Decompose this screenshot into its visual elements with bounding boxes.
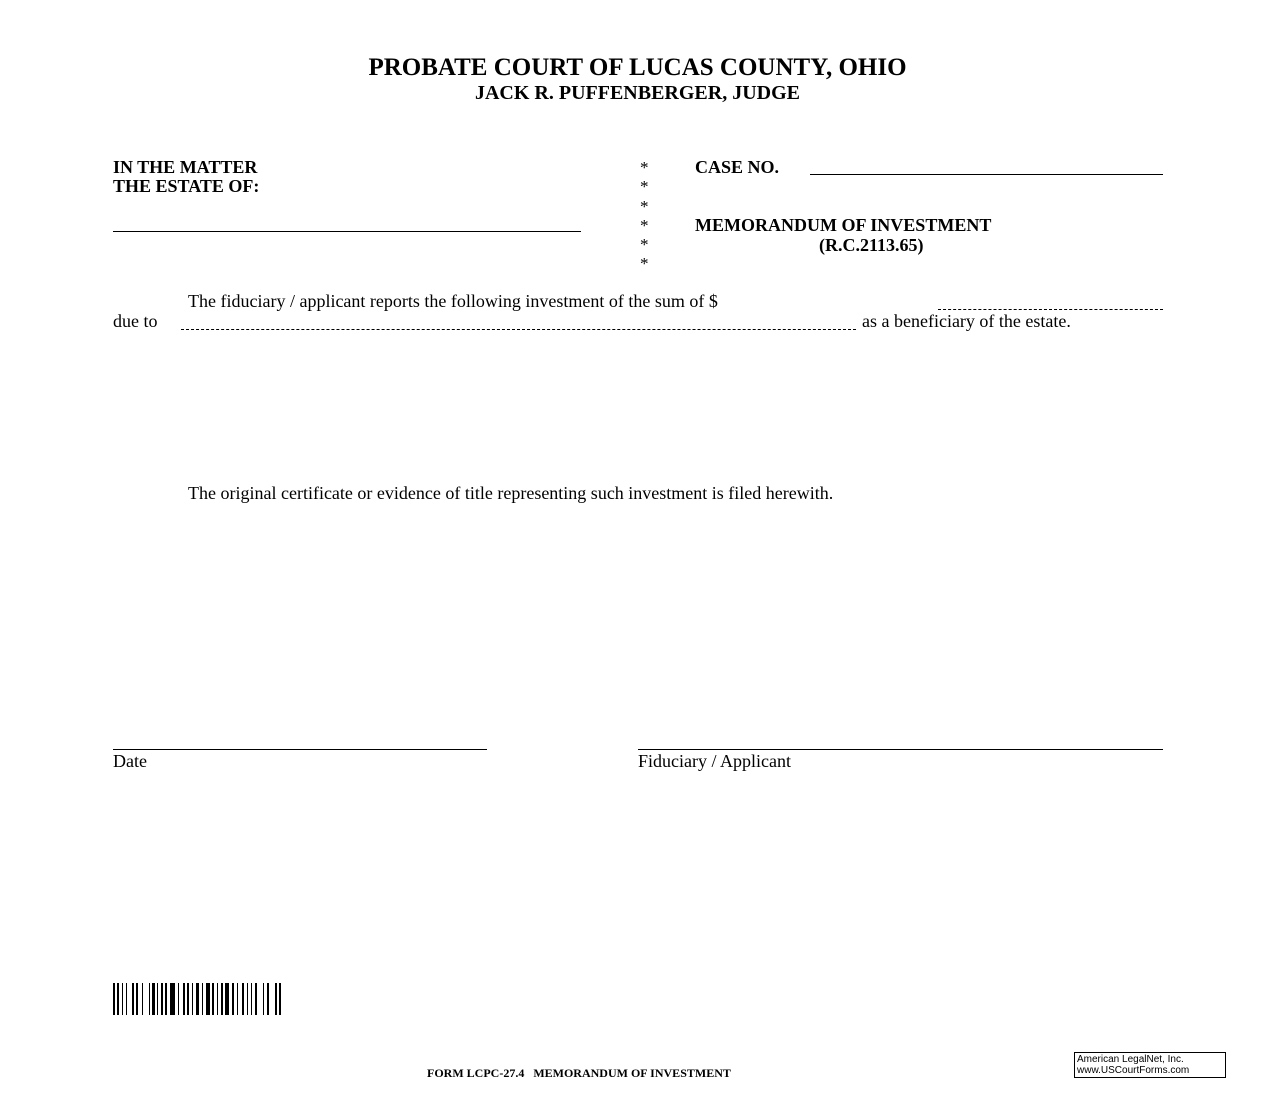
barcode-bar xyxy=(136,983,138,1015)
publisher-name: American LegalNet, Inc. xyxy=(1077,1054,1184,1065)
barcode-bar xyxy=(165,983,167,1015)
barcode-bar xyxy=(242,983,244,1015)
barcode-bar xyxy=(142,983,143,1015)
barcode-bar xyxy=(192,983,193,1015)
fiduciary-label: Fiduciary / Applicant xyxy=(638,751,791,771)
barcode-bar xyxy=(212,983,214,1015)
barcode-bar xyxy=(132,983,134,1015)
barcode-bar xyxy=(187,983,189,1015)
publisher-url[interactable]: www.USCourtForms.com xyxy=(1077,1065,1190,1076)
barcode-bar xyxy=(183,983,185,1015)
case-no-label: CASE NO. xyxy=(695,157,780,177)
form-title: MEMORANDUM OF INVESTMENT xyxy=(695,215,992,235)
estate-name-field[interactable] xyxy=(113,231,581,232)
beneficiary-field[interactable] xyxy=(181,329,856,330)
barcode-bar xyxy=(126,983,127,1015)
fiduciary-signature-field[interactable] xyxy=(638,749,1163,750)
barcode xyxy=(113,983,323,1015)
barcode-bar xyxy=(255,983,257,1015)
barcode-bar xyxy=(161,983,163,1015)
barcode-bar xyxy=(225,983,229,1015)
asterisk: * xyxy=(640,196,649,216)
paragraph-2: The original certificate or evidence of title representing such investment is filed herewith. xyxy=(188,483,834,503)
barcode-bar xyxy=(117,983,119,1015)
publisher-box xyxy=(1074,1052,1226,1078)
asterisk: * xyxy=(640,254,649,274)
sum-field[interactable] xyxy=(938,309,1163,310)
date-field[interactable] xyxy=(113,749,487,750)
barcode-bar xyxy=(267,983,269,1015)
paragraph-1-end: as a beneficiary of the estate. xyxy=(862,311,1071,331)
asterisk: * xyxy=(640,215,649,235)
barcode-bar xyxy=(113,983,115,1015)
barcode-bar xyxy=(178,983,179,1015)
asterisk: * xyxy=(640,177,649,197)
barcode-bar xyxy=(251,983,252,1015)
form-id-footer: FORM LCPC-27.4 MEMORANDUM OF INVESTMENT xyxy=(427,1066,731,1080)
judge-name: JACK R. PUFFENBERGER, JUDGE xyxy=(474,82,800,104)
statute-ref: (R.C.2113.65) xyxy=(819,235,924,255)
barcode-bar xyxy=(149,983,150,1015)
barcode-bar xyxy=(217,983,218,1015)
matter-label: IN THE MATTER xyxy=(113,157,258,177)
due-to-label: due to xyxy=(113,311,158,331)
barcode-bar xyxy=(157,983,158,1015)
asterisk-column xyxy=(640,158,649,274)
barcode-bar xyxy=(232,983,234,1015)
barcode-bar xyxy=(202,983,203,1015)
date-label: Date xyxy=(113,751,147,771)
paragraph-1-text: The fiduciary / applicant reports the following investment of the sum of $ xyxy=(188,291,718,311)
estate-label: THE ESTATE OF: xyxy=(113,176,260,196)
asterisk: * xyxy=(640,235,649,255)
barcode-bar xyxy=(221,983,223,1015)
court-title: PROBATE COURT OF LUCAS COUNTY, OHIO xyxy=(368,54,907,81)
barcode-bar xyxy=(206,983,210,1015)
barcode-bar xyxy=(196,983,199,1015)
barcode-bar xyxy=(122,983,123,1015)
barcode-bar xyxy=(275,983,277,1015)
barcode-bar xyxy=(237,983,238,1015)
barcode-bar xyxy=(170,983,175,1015)
barcode-bar xyxy=(279,983,281,1015)
barcode-bar xyxy=(152,983,155,1015)
barcode-bar xyxy=(247,983,248,1015)
asterisk: * xyxy=(640,158,649,177)
case-no-field[interactable] xyxy=(810,174,1163,175)
barcode-bar xyxy=(263,983,264,1015)
